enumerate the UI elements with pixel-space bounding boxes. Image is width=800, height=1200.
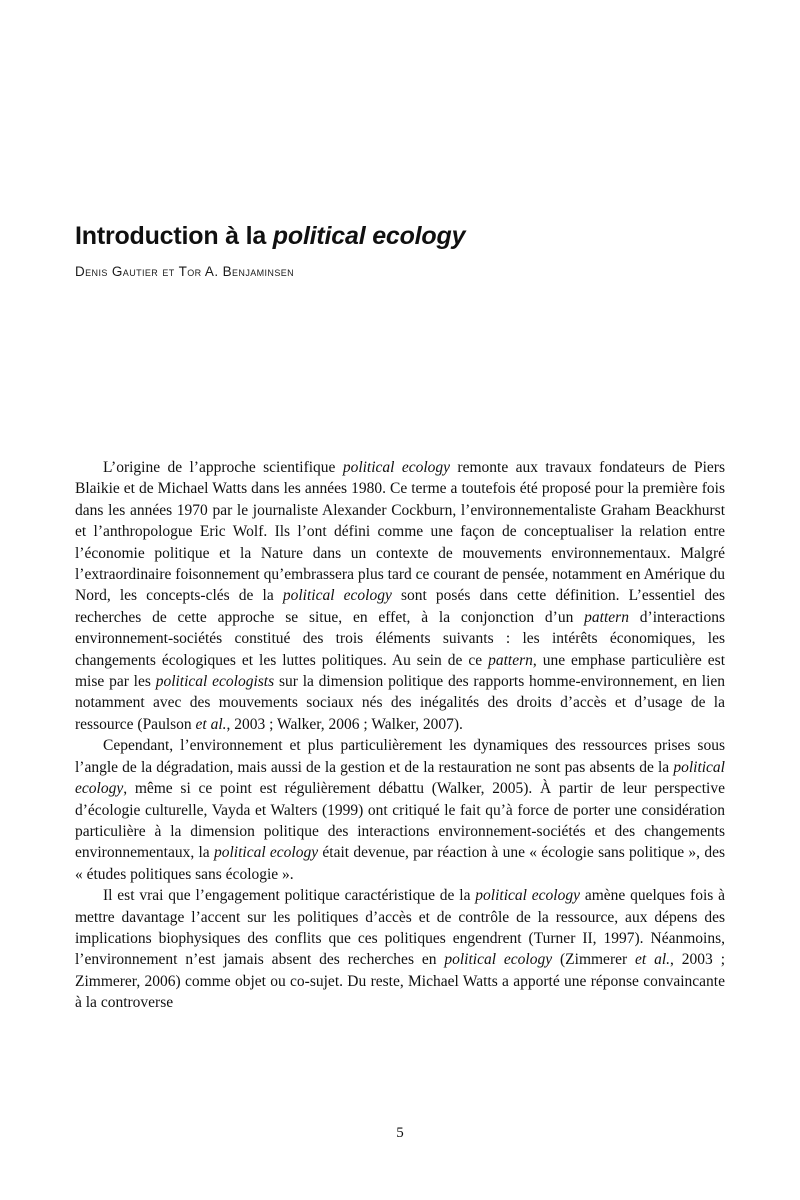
paragraph-1: L’origine de l’approche scientifique political ecology remonte aux travaux fondateurs de Piers Blaikie et de Michael Watts dans les années 1980. Ce terme a toutefois été proposé pour la première fois dans les années 1970 par le journaliste Alexander Cockburn, l’environnementaliste Graham Beackhurst et l’anthropologue Eric Wolf. Ils l’ont défini comme une façon de conceptualiser la relation entre l’économie politique et la Nature dans un contexte de mouvements environnementaux. Malgré l’extraordinaire foisonnement qu’embrassera plus tard ce courant de pensée, notamment en Amérique du Nord, les concepts-clés de la political ecology sont posés dans cette définition. L’essentiel des recherches de cette approche se situe, en effet, à la conjonction d’un pattern d’interactions environnement-sociétés constitué des trois éléments suivants : les intérêts économiques, les changements écologiques et les luttes politiques. Au sein de ce pattern, une emphase particulière est mise par les political ecologists sur la dimension politique des rapports homme-environnement, en lien notamment avec des mouvements sociaux nés des inégalités des droits d’accès et d’usage de la ressource (Paulson et al., 2003 ; Walker, 2006 ; Walker, 2007).	[75, 459, 726, 733]
paragraph-2: Cependant, l’environnement et plus particulièrement les dynamiques des ressources prises sous l’angle de la dégradation, mais aussi de la gestion et de la restauration ne sont pas absents de la political ecology, même si ce point est régulièrement débattu (Walker, 2005). À partir de leur perspective d’écologie culturelle, Vayda et Walters (1999) ont critiqué le fait qu’à force de porter une considération particulière à la dimension politique des interactions environnement-sociétés et des changements environnementaux, la political ecology était devenue, par réaction à une « écologie sans politique », des « études politiques sans écologie ».	[75, 737, 725, 883]
page-number: 5	[396, 1125, 404, 1141]
body-text	[75, 457, 725, 1014]
authors-line: Denis Gautier et Tor A. Benjaminsen	[75, 264, 295, 279]
chapter-title: Introduction à la political ecology	[75, 222, 466, 250]
paragraph-3: Il est vrai que l’engagement politique caractéristique de la political ecology amène quelques fois à mettre davantage l’accent sur les politiques d’accès et de contrôle de la ressource, aux dépens des implications biophysiques des conflits que ces politiques engendrent (Turner II, 1997). Néanmoins, l’environnement n’est jamais absent des recherches en political ecology (Zimmerer et al., 2003 ; Zimmerer, 2006) comme objet ou co-sujet. Du reste, Michael Watts a apporté une réponse convaincante à la controverse	[75, 887, 726, 1012]
